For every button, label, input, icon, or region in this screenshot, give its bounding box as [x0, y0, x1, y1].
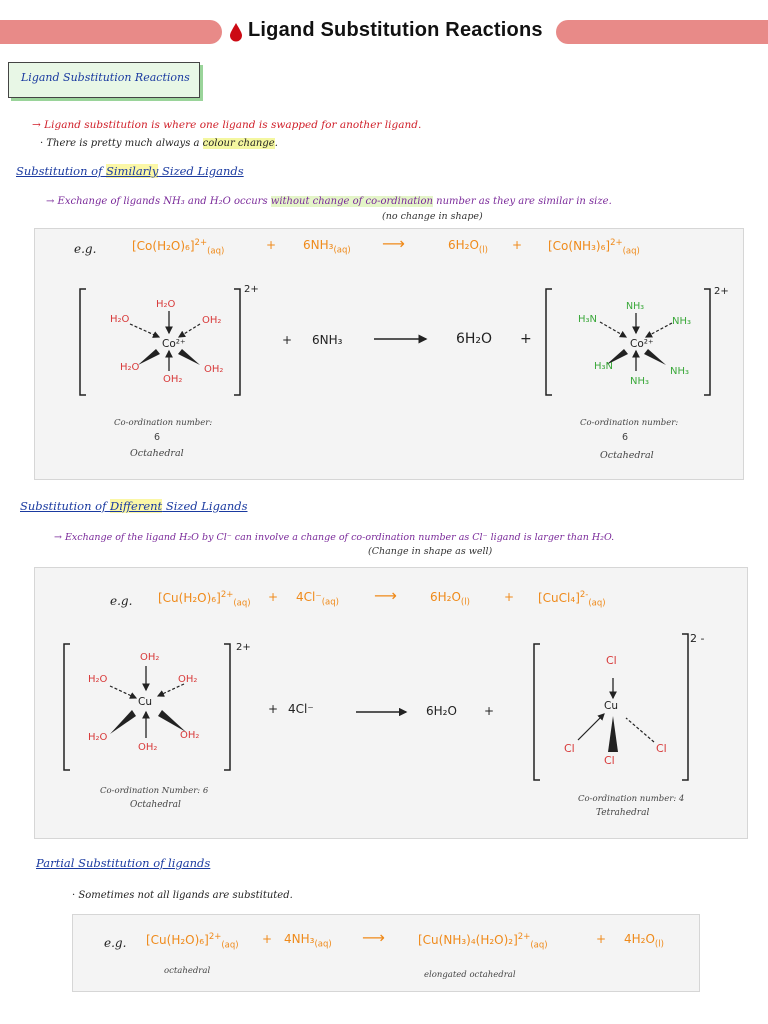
diagram-1-reagent: 6NH₃ [312, 333, 343, 347]
cu-left-bracket-close [224, 644, 230, 770]
cu-shape-left: Octahedral [130, 800, 181, 810]
cl-ligand-left: Cl [564, 742, 575, 755]
header-bar-left [0, 20, 222, 44]
eq3-reactant-state: (aq) [221, 940, 239, 951]
eq3-water-state: (l) [654, 939, 664, 950]
eq3-reactant-charge: 2+ [208, 932, 222, 942]
right-complex-charge: 2+ [714, 286, 729, 297]
ligand-oh2-lower-right: OH₂ [204, 364, 224, 375]
eq2-product [538, 590, 606, 608]
eq2-product-state: (aq) [588, 598, 606, 609]
eq3-shape-left: octahedral [164, 966, 211, 976]
eq3-product-charge: 2+ [517, 932, 531, 942]
eq1-plus-1: + [266, 238, 277, 252]
section-2-heading-a: Substitution of [20, 499, 110, 513]
eq1-product-charge: 2+ [610, 238, 623, 248]
eg-label-1: e.g. [74, 242, 97, 256]
diagram-1-plus-1: + [282, 333, 293, 347]
eq1-reactant [132, 238, 224, 256]
eq3-product-formula: [Cu(NH₃)₄(H₂O)₂] [418, 933, 518, 947]
partial-substitution-panel [72, 914, 700, 992]
cobalt-center-left: Co²⁺ [162, 338, 186, 350]
section-1-heading [16, 164, 244, 178]
eq2-product-charge: 2- [579, 590, 589, 600]
cl-ligand-bottom: Cl [604, 754, 615, 767]
section-2-heading-b: Different [110, 499, 163, 513]
cl-ligand-right: Cl [656, 742, 667, 755]
eq2-product-formula: [CuCl₄] [538, 591, 580, 605]
ligand-oh2-bottom: OH₂ [163, 374, 183, 385]
eq3-shape-right: elongated octahedral [424, 970, 516, 980]
eq1-reagent [303, 238, 351, 255]
eq2-reactant [158, 590, 251, 608]
copper-center-right: Cu [604, 700, 618, 712]
section-1-desc-post: number as they are similar in size. [432, 196, 612, 207]
cn-label-right: Co-ordination number: [580, 418, 679, 428]
cu-ligand-oh2-upper-right: OH₂ [178, 674, 198, 685]
section-2-subnote: (Change in shape as well) [368, 546, 493, 557]
eg-label-2: e.g. [110, 594, 133, 608]
section-1-heading-a: Substitution of [16, 164, 106, 178]
eq3-plus-1: + [262, 932, 273, 946]
eq1-reactant-formula: [Co(H₂O)₆] [132, 239, 195, 253]
eq1-plus-2: + [512, 238, 523, 252]
right-bracket-open [546, 289, 552, 395]
eq1-water [448, 238, 488, 255]
diagram-2-reagent: 4Cl⁻ [288, 702, 314, 716]
ligand-nh3-bottom: NH₃ [630, 376, 650, 387]
diagram-1-plus-2: + [520, 331, 532, 347]
diagram-2-water: 6H₂O [426, 704, 457, 718]
eq1-water-formula: 6H₂O [448, 238, 479, 252]
eq2-water [430, 590, 470, 607]
cn-label-left: Co-ordination number: [114, 418, 213, 428]
cu-cn-right: Co-ordination number: 4 [578, 794, 685, 804]
section-1-desc-highlight: without change of co-ordination [270, 196, 433, 207]
shape-right: Octahedral [600, 450, 654, 461]
eq2-reactant-state: (aq) [233, 598, 251, 609]
right-bracket-close [704, 289, 710, 395]
cn-value-right: 6 [622, 432, 629, 443]
eq2-reactant-formula: [Cu(H₂O)₆] [158, 591, 221, 605]
cu-shape-right: Tetrahedral [596, 808, 650, 818]
eq1-reagent-formula: 6NH₃ [303, 238, 334, 252]
ligand-h2o-upper-left: H₂O [110, 314, 130, 325]
colour-change-highlight: colour change [202, 138, 275, 149]
eq3-reactant-formula: [Cu(H₂O)₆] [146, 933, 209, 947]
section-2-heading [20, 499, 247, 513]
ligand-h2o-top: H₂O [156, 299, 176, 310]
eq3-product [418, 932, 548, 950]
left-bracket-close [234, 289, 240, 395]
cu-ligand-h2o-lower-left: H₂O [88, 732, 108, 743]
cl-ligand-top: Cl [606, 654, 617, 667]
intro-line-2-pre: · There is pretty much always a [40, 138, 203, 149]
eq1-product-state: (aq) [622, 246, 640, 257]
eq2-reagent-state: (aq) [321, 597, 339, 608]
eq1-arrow: ⟶ [382, 234, 405, 253]
page-title: Ligand Substitution Reactions [248, 19, 543, 41]
eq1-reactant-state: (aq) [207, 246, 225, 257]
topic-title: Ligand Substitution Reactions [21, 71, 190, 84]
ligand-h3n-upper-left: H₃N [578, 314, 598, 325]
cu-right-bracket-close [682, 634, 688, 780]
cu-left-complex-charge: 2+ [236, 642, 251, 653]
eq3-water [624, 932, 664, 949]
topic-title-box [8, 62, 200, 98]
cu-right-complex-charge: 2 - [690, 632, 705, 645]
cu-ligand-oh2-top: OH₂ [140, 652, 160, 663]
eq1-reagent-state: (aq) [333, 245, 351, 256]
header-bar-right [556, 20, 768, 44]
eq2-plus-1: + [268, 590, 279, 604]
eq3-arrow: ⟶ [362, 928, 385, 947]
cu-cn-left: Co-ordination Number: 6 [100, 786, 209, 796]
section-1-description [46, 196, 612, 207]
eq2-water-formula: 6H₂O [430, 590, 461, 604]
section-3-heading: Partial Substitution of ligands [36, 856, 211, 870]
cobalt-center-right: Co²⁺ [630, 338, 654, 350]
eq3-reagent-formula: 4NH₃ [284, 932, 315, 946]
cu-ligand-oh2-bottom: OH₂ [138, 742, 158, 753]
eq3-reagent [284, 932, 332, 949]
eg-label-3: e.g. [104, 936, 127, 950]
section-2-heading-c: Sized Ligands [162, 499, 248, 513]
cu-right-bracket-open [534, 644, 540, 780]
eq1-water-state: (l) [478, 245, 488, 256]
eq3-reagent-state: (aq) [314, 939, 332, 950]
intro-line-1: → Ligand substitution is where one ligand is swapped for another ligand. [32, 119, 422, 131]
eq1-reactant-charge: 2+ [194, 238, 208, 248]
left-bracket-open [80, 289, 86, 395]
eq3-water-formula: 4H₂O [624, 932, 655, 946]
diagram-1-water: 6H₂O [456, 331, 493, 347]
eq2-arrow: ⟶ [374, 586, 397, 605]
ligand-h3n-lower-left: H₃N [594, 361, 614, 372]
cu-ligand-oh2-lower-right: OH₂ [180, 730, 200, 741]
ligand-nh3-lower-right: NH₃ [670, 366, 690, 377]
cn-value-left: 6 [154, 432, 161, 443]
eq2-water-state: (l) [460, 597, 470, 608]
intro-line-2-post: . [274, 138, 278, 149]
ligand-h2o-lower-left: H₂O [120, 362, 140, 373]
eq1-product [548, 238, 640, 256]
eq3-product-state: (aq) [530, 940, 548, 951]
ligand-nh3-upper-right: NH₃ [672, 316, 692, 327]
eq3-reactant [146, 932, 239, 950]
eq2-plus-2: + [504, 590, 515, 604]
eq2-reagent [296, 590, 339, 607]
cu-ligand-h2o-upper-left: H₂O [88, 674, 108, 685]
ligand-oh2-upper-right: OH₂ [202, 315, 222, 326]
section-1-heading-b: Similarly [106, 164, 159, 178]
tetrachloro-copper-structure [578, 678, 654, 752]
eq2-reactant-charge: 2+ [220, 590, 234, 600]
diagram-2-plus-2: + [484, 704, 495, 718]
section-1-desc-pre: → Exchange of ligands NH₃ and H₂O occurs [46, 196, 271, 207]
ligand-nh3-top: NH₃ [626, 301, 645, 312]
section-3-description: · Sometimes not all ligands are substituted. [72, 890, 293, 901]
eq1-product-formula: [Co(NH₃)₆] [548, 239, 611, 253]
intro-line-2 [40, 138, 278, 149]
section-1-subnote: (no change in shape) [382, 211, 483, 222]
left-complex-charge: 2+ [244, 284, 259, 295]
section-1-heading-c: Sized Ligands [158, 164, 244, 178]
diagram-2-plus-1: + [268, 702, 279, 716]
copper-center-left: Cu [138, 696, 152, 708]
eq3-plus-2: + [596, 932, 607, 946]
section-2-description: → Exchange of the ligand H₂O by Cl⁻ can involve a change of co-ordination number as Cl⁻ ligand is larger than H₂O. [54, 532, 615, 543]
eq2-reagent-formula: 4Cl⁻ [296, 590, 322, 604]
shape-left: Octahedral [130, 448, 184, 459]
cu-left-bracket-open [64, 644, 70, 770]
